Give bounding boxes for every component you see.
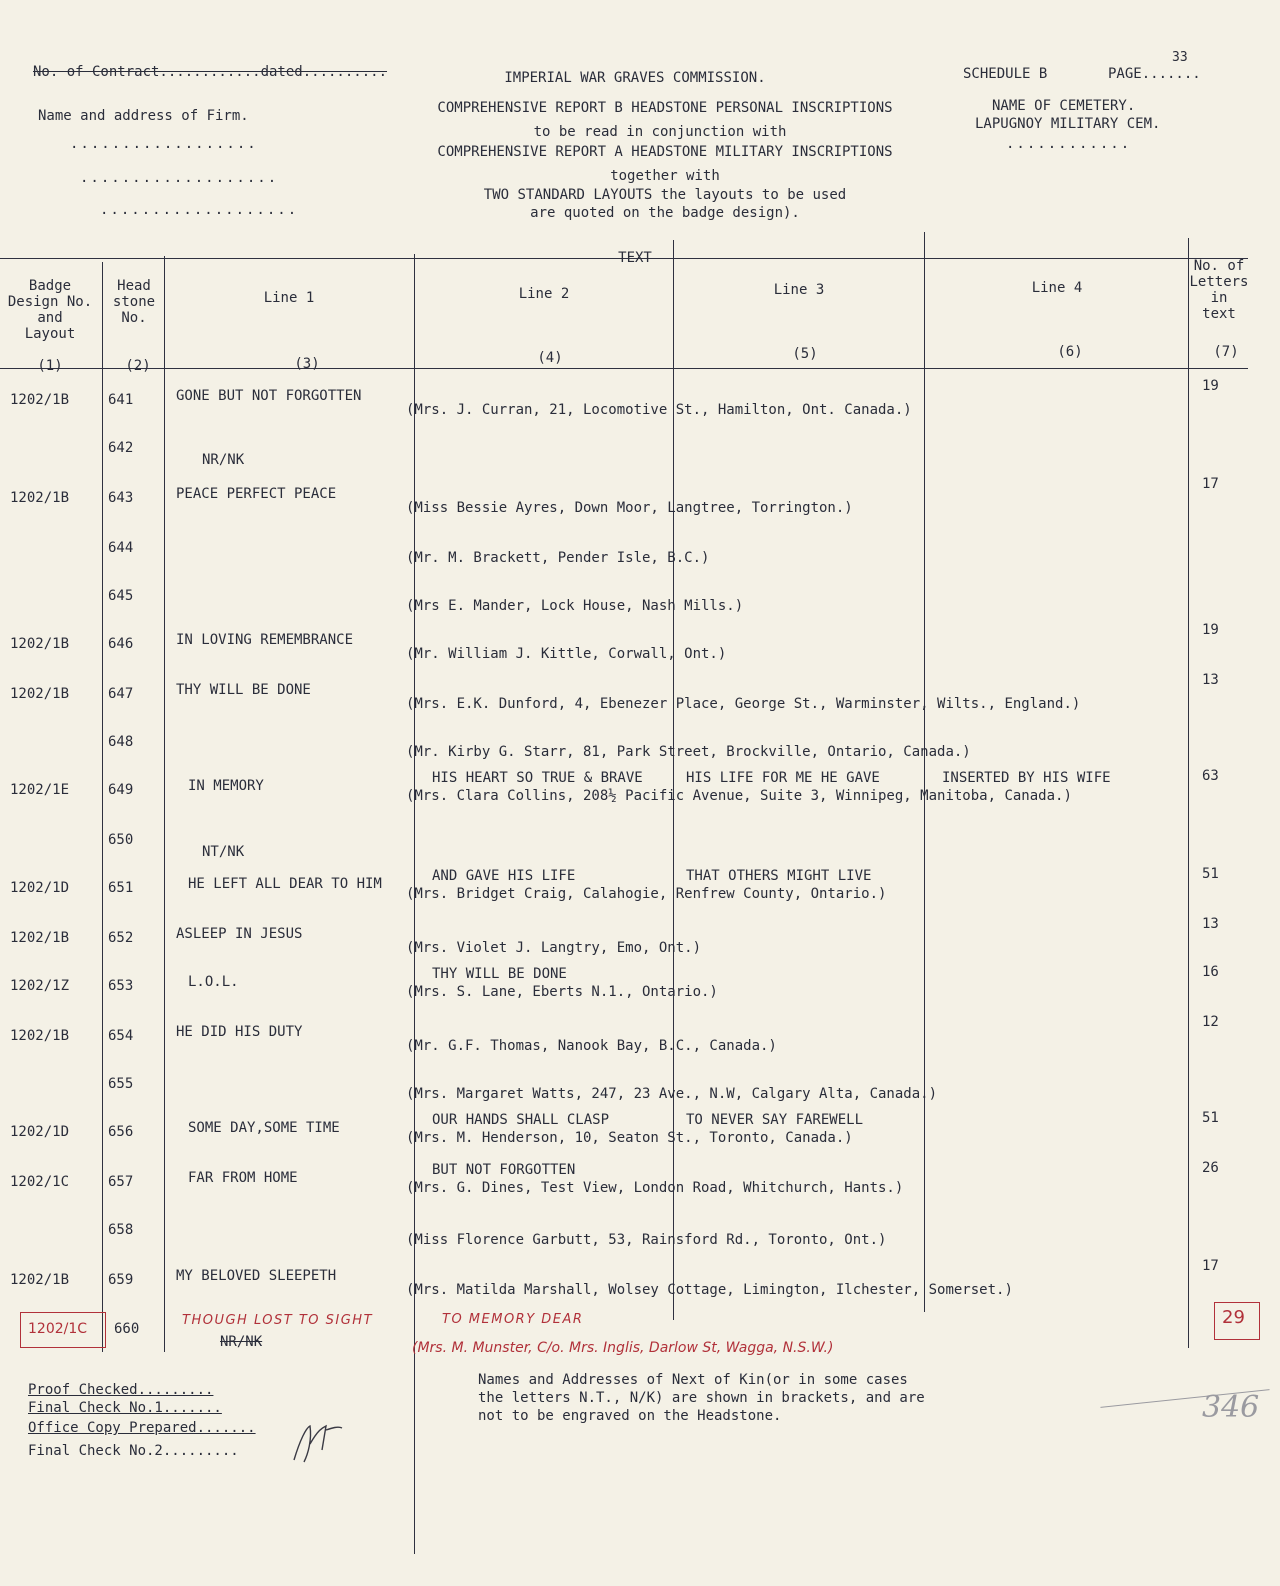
final-check-1: Final Check No.1....... — [28, 1400, 222, 1416]
col-num-3: (3) — [294, 356, 320, 372]
col-num-1: (1) — [37, 358, 63, 374]
col-divider-1 — [102, 262, 103, 1352]
note-line-2: the letters N.T., N/K) are shown in brackets, and are — [478, 1390, 925, 1406]
line2-cell: THY WILL BE DONE — [432, 966, 567, 982]
letter-count-cell: 12 — [1202, 1014, 1219, 1030]
line1-cell: MY BELOVED SLEEPETH — [176, 1268, 337, 1284]
next-of-kin-cell: (Mrs. Bridget Craig, Calahogie, Renfrew County, Ontario.) — [406, 886, 887, 902]
col-divider-5 — [924, 232, 925, 1312]
letter-count-cell: 19 — [1202, 622, 1219, 638]
col-headstone-header: Head stone No. — [112, 278, 156, 326]
badge-design-cell: 1202/1B — [10, 930, 70, 946]
line3-cell: HIS LIFE FOR ME HE GAVE — [686, 770, 880, 786]
office-copy: Office Copy Prepared....... — [28, 1420, 256, 1436]
badge-design-cell: 1202/1C — [10, 1174, 70, 1190]
together-with: together with — [610, 168, 720, 184]
last-count: 29 — [1222, 1307, 1245, 1328]
standard-layouts: TWO STANDARD LAYOUTS the layouts to be used — [483, 187, 847, 203]
headstone-no-cell: 653 — [108, 978, 134, 994]
col-num-5: (5) — [792, 346, 818, 362]
line1-cell: GONE BUT NOT FORGOTTEN — [176, 388, 362, 404]
last-headstone-no: 660 — [114, 1321, 140, 1337]
last-badge: 1202/1C — [28, 1321, 88, 1337]
next-of-kin-cell: (Mr. M. Brackett, Pender Isle, B.C.) — [406, 550, 710, 566]
col-line2-header: Line 2 — [518, 286, 570, 302]
letter-count-cell: 51 — [1202, 866, 1219, 882]
schedule-label: SCHEDULE B — [963, 66, 1048, 82]
col-num-6: (6) — [1057, 344, 1083, 360]
badge-design-cell: 1202/1D — [10, 880, 70, 896]
line1-cell: IN MEMORY — [188, 778, 264, 794]
next-of-kin-cell: (Miss Bessie Ayres, Down Moor, Langtree, Torrington.) — [406, 500, 853, 516]
line3-cell: TO NEVER SAY FAREWELL — [686, 1112, 864, 1128]
headstone-no-cell: 643 — [108, 490, 134, 506]
headstone-no-cell: 655 — [108, 1076, 134, 1092]
line2-cell: AND GAVE HIS LIFE — [432, 868, 576, 884]
col-num-4: (4) — [537, 350, 563, 366]
letter-count-cell: 16 — [1202, 964, 1219, 980]
headstone-no-cell: 642 — [108, 440, 134, 456]
headstone-no-cell: 649 — [108, 782, 134, 798]
firm-label: Name and address of Firm. — [38, 108, 249, 124]
next-of-kin-cell: (Mrs. G. Dines, Test View, London Road, Whitchurch, Hants.) — [406, 1180, 904, 1196]
letter-count-cell: 13 — [1202, 916, 1219, 932]
line4-cell: INSERTED BY HIS WIFE — [942, 770, 1111, 786]
next-of-kin-cell: (Mrs. J. Curran, 21, Locomotive St., Hamilton, Ont. Canada.) — [406, 402, 912, 418]
line3-cell: THAT OTHERS MIGHT LIVE — [686, 868, 872, 884]
badge-design-cell: 1202/1B — [10, 490, 70, 506]
next-of-kin-cell: (Mrs. Matilda Marshall, Wolsey Cottage, Limington, Ilchester, Somerset.) — [406, 1282, 1013, 1298]
col-divider-6 — [1188, 238, 1189, 1348]
proof-checked: Proof Checked......... — [28, 1382, 214, 1398]
headstone-no-cell: 646 — [108, 636, 134, 652]
commission-title: IMPERIAL WAR GRAVES COMMISSION. — [504, 70, 766, 86]
headstone-no-cell: 650 — [108, 832, 134, 848]
next-of-kin-cell: (Miss Florence Garbutt, 53, Rainsford Rd., Toronto, Ont.) — [406, 1232, 887, 1248]
headstone-no-cell: 657 — [108, 1174, 134, 1190]
last-struck-nrnk: NR/NK — [220, 1334, 263, 1350]
contract-line: No. of Contract............dated.......... — [33, 64, 388, 80]
read-conjunction: to be read in conjunction with — [533, 124, 787, 140]
badge-design-cell: 1202/1B — [10, 1272, 70, 1288]
line1-cell: FAR FROM HOME — [188, 1170, 298, 1186]
line1-cell: HE LEFT ALL DEAR TO HIM — [188, 876, 382, 892]
badge-design-cell: 1202/1B — [10, 686, 70, 702]
last-line2: TO MEMORY DEAR — [442, 1312, 584, 1327]
page-label: PAGE....... — [1108, 66, 1201, 82]
badge-design-cell: 1202/1D — [10, 1124, 70, 1140]
line1-cell: NT/NK — [202, 844, 245, 860]
text-header: TEXT — [618, 250, 652, 266]
col-line1-header: Line 1 — [263, 290, 315, 306]
letter-count-cell: 51 — [1202, 1110, 1219, 1126]
letter-count-cell: 26 — [1202, 1160, 1219, 1176]
headstone-no-cell: 651 — [108, 880, 134, 896]
line1-cell: SOME DAY,SOME TIME — [188, 1120, 340, 1136]
col-divider-2 — [164, 256, 165, 1352]
headstone-no-cell: 656 — [108, 1124, 134, 1140]
badge-design-cell: 1202/1B — [10, 392, 70, 408]
note-line-1: Names and Addresses of Next of Kin(or in some cases — [478, 1372, 908, 1388]
cemetery-label: NAME OF CEMETERY. — [992, 98, 1136, 114]
final-check-2: Final Check No.2......... — [28, 1443, 239, 1459]
letter-count-cell: 13 — [1202, 672, 1219, 688]
letter-count-cell: 17 — [1202, 1258, 1219, 1274]
line1-cell: IN LOVING REMEMBRANCE — [176, 632, 354, 648]
page-number: 33 — [1172, 50, 1188, 65]
next-of-kin-cell: (Mrs. Clara Collins, 208½ Pacific Avenue, Suite 3, Winnipeg, Manitoba, Canada.) — [406, 788, 1072, 804]
initials-signature-icon — [286, 1420, 346, 1466]
badge-design-cell: 1202/1Z — [10, 978, 70, 994]
col-num-7: (7) — [1213, 344, 1239, 360]
firm-dots-2: ................... — [80, 170, 279, 186]
letter-count-cell: 17 — [1202, 476, 1219, 492]
cemetery-dots: ............ — [1006, 136, 1132, 152]
headstone-no-cell: 658 — [108, 1222, 134, 1238]
line1-cell: NR/NK — [202, 452, 245, 468]
line1-cell: HE DID HIS DUTY — [176, 1024, 303, 1040]
headstone-no-cell: 644 — [108, 540, 134, 556]
letter-count-cell: 63 — [1202, 768, 1219, 784]
cemetery-name: LAPUGNOY MILITARY CEM. — [975, 116, 1161, 132]
badge-design-cell: 1202/1B — [10, 1028, 70, 1044]
next-of-kin-cell: (Mrs. S. Lane, Eberts N.1., Ontario.) — [406, 984, 718, 1000]
firm-dots-3: ................... — [100, 202, 299, 218]
next-of-kin-cell: (Mr. William J. Kittle, Corwall, Ont.) — [406, 646, 727, 662]
letter-count-cell: 19 — [1202, 378, 1219, 394]
col-line4-header: Line 4 — [1031, 280, 1083, 296]
badge-design-cell: 1202/1E — [10, 782, 70, 798]
badge-design-note: are quoted on the badge design). — [530, 205, 800, 221]
headstone-no-cell: 647 — [108, 686, 134, 702]
note-line-3: not to be engraved on the Headstone. — [478, 1408, 782, 1424]
line1-cell: L.O.L. — [188, 974, 239, 990]
col-num-2: (2) — [125, 358, 151, 374]
line1-cell: PEACE PERFECT PEACE — [176, 486, 337, 502]
badge-design-cell: 1202/1B — [10, 636, 70, 652]
headstone-no-cell: 645 — [108, 588, 134, 604]
next-of-kin-cell: (Mrs. Violet J. Langtry, Emo, Ont.) — [406, 940, 702, 956]
last-line1: THOUGH LOST TO SIGHT — [182, 1313, 374, 1328]
next-of-kin-cell: (Mr. G.F. Thomas, Nanook Bay, B.C., Canada.) — [406, 1038, 777, 1054]
page-total: 346 — [1202, 1390, 1260, 1425]
firm-dots-1: .................. — [70, 136, 258, 152]
headstone-no-cell: 648 — [108, 734, 134, 750]
headstone-no-cell: 659 — [108, 1272, 134, 1288]
line2-cell: OUR HANDS SHALL CLASP — [432, 1112, 610, 1128]
line1-cell: ASLEEP IN JESUS — [176, 926, 303, 942]
line1-cell: THY WILL BE DONE — [176, 682, 311, 698]
headstone-no-cell: 654 — [108, 1028, 134, 1044]
line2-cell: HIS HEART SO TRUE & BRAVE — [432, 770, 643, 786]
headstone-no-cell: 641 — [108, 392, 134, 408]
report-b-title: COMPREHENSIVE REPORT B HEADSTONE PERSONAL INSCRIPTIONS — [437, 100, 893, 116]
line2-cell: BUT NOT FORGOTTEN — [432, 1162, 576, 1178]
header-bottom-rule — [0, 368, 1248, 369]
next-of-kin-cell: (Mr. Kirby G. Starr, 81, Park Street, Brockville, Ontario, Canada.) — [406, 744, 971, 760]
report-a-title: COMPREHENSIVE REPORT A HEADSTONE MILITARY INSCRIPTIONS — [437, 144, 893, 160]
col-divider-3 — [414, 254, 415, 1554]
col-letters-header: No. of Letters in text — [1189, 258, 1249, 322]
next-of-kin-cell: (Mrs E. Mander, Lock House, Nash Mills.) — [406, 598, 744, 614]
col-line3-header: Line 3 — [773, 282, 825, 298]
col-badge-header: Badge Design No. and Layout — [7, 278, 93, 342]
next-of-kin-cell: (Mrs. Margaret Watts, 247, 23 Ave., N.W, Calgary Alta, Canada.) — [406, 1086, 938, 1102]
last-kin: (Mrs. M. Munster, C/o. Mrs. Inglis, Darlow St, Wagga, N.S.W.) — [412, 1340, 834, 1356]
next-of-kin-cell: (Mrs. E.K. Dunford, 4, Ebenezer Place, George St., Warminster, Wilts., England.) — [406, 696, 1081, 712]
next-of-kin-cell: (Mrs. M. Henderson, 10, Seaton St., Toronto, Canada.) — [406, 1130, 853, 1146]
headstone-no-cell: 652 — [108, 930, 134, 946]
